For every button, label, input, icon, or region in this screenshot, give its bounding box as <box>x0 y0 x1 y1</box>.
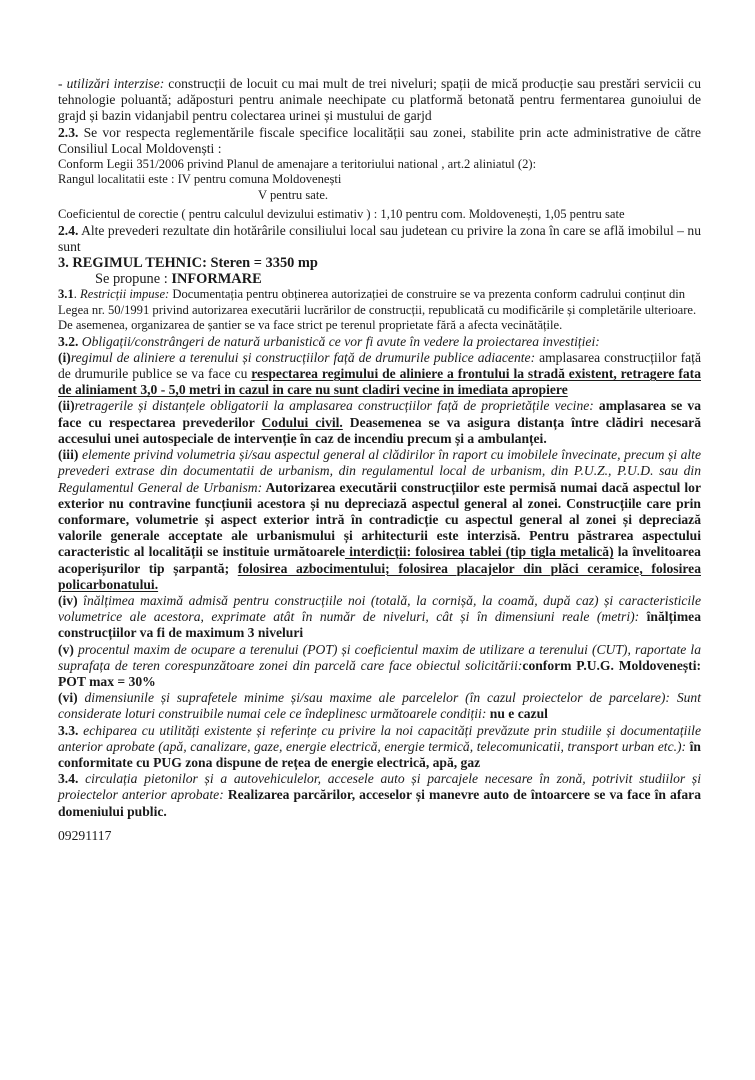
item-i-number: (i) <box>58 349 71 365</box>
document-page <box>58 76 701 844</box>
item-v-number: (v) <box>58 641 74 657</box>
item-iii-prohibitions: interdicții: folosirea tablei (tip tigla metalică) <box>345 544 614 560</box>
section-2-3 <box>58 125 701 157</box>
item-ii-text-continued: Deasemenea se va asigura distanța între clădiri necesară accesului unei autospeciale de intervenție în caz de incendiu precum și a ambulanței. <box>58 414 701 446</box>
section-3-1-number: 3.1 <box>58 287 74 302</box>
section-3-3 <box>58 723 701 772</box>
section-3-2 <box>58 334 701 350</box>
section-2-3-text: Se vor respecta reglementările fiscale specifice localității sau zonei, stabilite prin acte administrative de către Consiliul Local Moldovenști : <box>58 124 701 156</box>
proposal-value: INFORMARE <box>171 271 262 288</box>
section-3-4-label: circulația pietonilor și a autovehiculelor, accesele auto și parcajele necesare în zonă, potrivit studiilor și proiectelor anterior aprobate: <box>58 771 701 803</box>
technical-regime-heading: 3. REGIMUL TEHNIC: Steren = 3350 mp <box>58 255 318 272</box>
item-vi-number: (vi) <box>58 690 78 706</box>
section-2-4 <box>58 223 701 255</box>
item-ii-text: amplasarea se va face cu respectarea prevederilor <box>58 398 701 430</box>
section-3-3-text: în conformitate cu PUG zona dispune de rețea de energie electrică, apă, gaz <box>58 738 701 770</box>
item-ii <box>58 398 701 447</box>
section-3-1-dot: . <box>73 287 81 302</box>
section-3-1-text: Documentația pentru obținerea autorizației de construire se va prezenta conform cadrului conținut din Legea nr. 50/1991 privind autorizarea executării lucrărilor de construcții, republicată cu modificările și completările ulterioare. De asemenea, organizarea de șantier se va face strict pe terenul proprietate fără a afecta vecinătățile. <box>58 287 697 333</box>
item-iv-text: înălțimea construcțiilor va fi de maximum 3 niveluri <box>58 609 701 641</box>
item-iv <box>58 593 701 642</box>
proposal-line <box>58 271 701 287</box>
section-3-2-text: Obligații/constrângeri de natură urbanistică ce vor fi avute în vedere la proiectarea investiției: <box>78 333 600 349</box>
item-v <box>58 642 701 691</box>
locality-rank-villages: V pentru sate. <box>258 187 329 202</box>
item-ii-label: retragerile și distanțele obligatorii la amplasarea construcțiilor față de proprietățile vecine: <box>74 398 594 414</box>
section-3-3-label: echiparea cu utilități existente și referințe cu privire la noi capacități prevăzute prin studiile și documentațiile anterior aprobate (apă, canalizare, gaze, energie electrică, energie termică, telecomunicatii, transport urban etc.): <box>58 722 701 754</box>
forbidden-uses-paragraph <box>58 76 701 125</box>
item-vi <box>58 690 701 722</box>
item-iv-label: înălțimea maximă admisă pentru construcțiile noi (totală, la cornișă, la coamă, după caz) și caracteristicile volumetrice ale acestora, exprimate atât în număr de niveluri, cât și în dimensiuni reale (metri): <box>58 592 701 625</box>
law-reference: Conform Legii 351/2006 privind Planul de amenajare a teritoriului national , art.2 aliniatul (2): <box>58 157 537 172</box>
item-vi-text: nu e cazul <box>486 706 548 722</box>
section-3-1-label: Restricții impuse: <box>80 287 170 302</box>
forbidden-uses-text: construcții de locuit cu mai mult de trei niveluri; spații de mică producție sau prestări servicii cu tehnologie poluantă; adăposturi pentru animale neechipate cu platformă betonată pentru fermentarea gunoiului de grajd și bazin vidanjabil pentru colectarea urinei și mustului de garjd <box>58 76 701 124</box>
section-3-2-number: 3.2. <box>58 333 79 349</box>
correction-coefficient: Coeficientul de corectie ( pentru calculul devizului estimativ ) : 1,10 pentru com. Moldovenești, 1,05 pentru sate <box>58 207 625 222</box>
item-i <box>58 350 701 399</box>
section-3-4-text: Realizarea parcărilor, acceselor și manevre auto de întoarcere se va face în afara domeniului public. <box>58 787 702 819</box>
section-3-3-number: 3.3. <box>58 722 79 738</box>
item-v-label: procentul maxim de ocupare a terenului (POT) și coeficientul maxim de utilizare a terenului (CUT), raportate la suprafața de teren corespunzătoare zonei din parcelă care face obiectul solicitării: <box>58 641 701 673</box>
proposal-label: Se propune : <box>95 271 172 288</box>
section-3-4-number: 3.4. <box>58 771 79 787</box>
item-i-label: regimul de aliniere a terenului și construcțiilor față de drumurile publice adiacente: <box>70 349 536 365</box>
item-iii-number: (iii) <box>58 447 79 463</box>
section-2-4-number: 2.4. <box>58 222 79 238</box>
item-iii-label: elemente privind volumetria și/sau aspectul general al clădirilor în raport cu imobilele învecinate, precum și alte prevederi extrase din documentatii de urbanism, din regulamentul local de urbanism, din P.U.Z., P.U.D. sau din Regulamentul General de Urbanism: <box>58 447 701 495</box>
item-iii-prohibited-materials: folosirea azbocimentului; folosirea placajelor din plăci ceramice, folosirea policarbonatului. <box>58 560 701 592</box>
section-3-4 <box>58 771 701 820</box>
section-2-3-number: 2.3. <box>58 124 79 140</box>
civil-code-reference: Codului civil. <box>261 414 343 430</box>
document-code: 09291117 <box>58 827 112 843</box>
item-iii-text: Autorizarea executării construcțiilor este permisă numai dacă aspectul lor exterior nu contravine funcțiunii acestora și nu depreciază aspectul general al zonei. Construcțiile care prin conformare, volumetrie și aspect exterior intră în contradicție cu aspectul general al zonei și depreciază valorile generale acceptate ale urbanismului și arhitecturii este interzisă. Pentru păstrarea aspectului caracteristic al localității se instituie următoarele <box>58 479 702 560</box>
item-i-alignment-rule: respectarea regimului de aliniere a frontului la stradă existent, retragere fata de aliniament 3,0 - 5,0 metri in cazul in care nu sunt cladiri vecine in imediata apropiere <box>58 366 701 398</box>
item-iii-text-continued: la învelitoarea acoperișurilor tip șarpantă; <box>58 544 701 576</box>
item-vi-label: dimensiunile și suprafetele minime și/sau maxime ale parcelelor (în cazul proiectelor de parcelare): Sunt considerate loturi construibile numai cele ce îndeplinesc următoarele condiții: <box>58 690 701 722</box>
section-2-4-text: Alte prevederi rezultate din hotărârile consiliului local sau judetean cu privire la zona în care se află imobilul – nu sunt <box>58 222 701 254</box>
item-iv-number: (iv) <box>58 592 78 608</box>
locality-rank-commune: Rangul localitatii este : IV pentru comuna Moldovenești <box>58 172 342 187</box>
item-iii <box>58 447 701 593</box>
forbidden-uses-label: - utilizări interzise: <box>58 76 165 91</box>
item-ii-number: (ii) <box>58 398 75 414</box>
item-i-text: amplasarea construcțiilor față de drumurile publice se va face cu <box>58 349 701 382</box>
item-v-text: conform P.U.G. Moldovenești: POT max = 30% <box>58 657 701 689</box>
section-3-1 <box>58 287 701 333</box>
